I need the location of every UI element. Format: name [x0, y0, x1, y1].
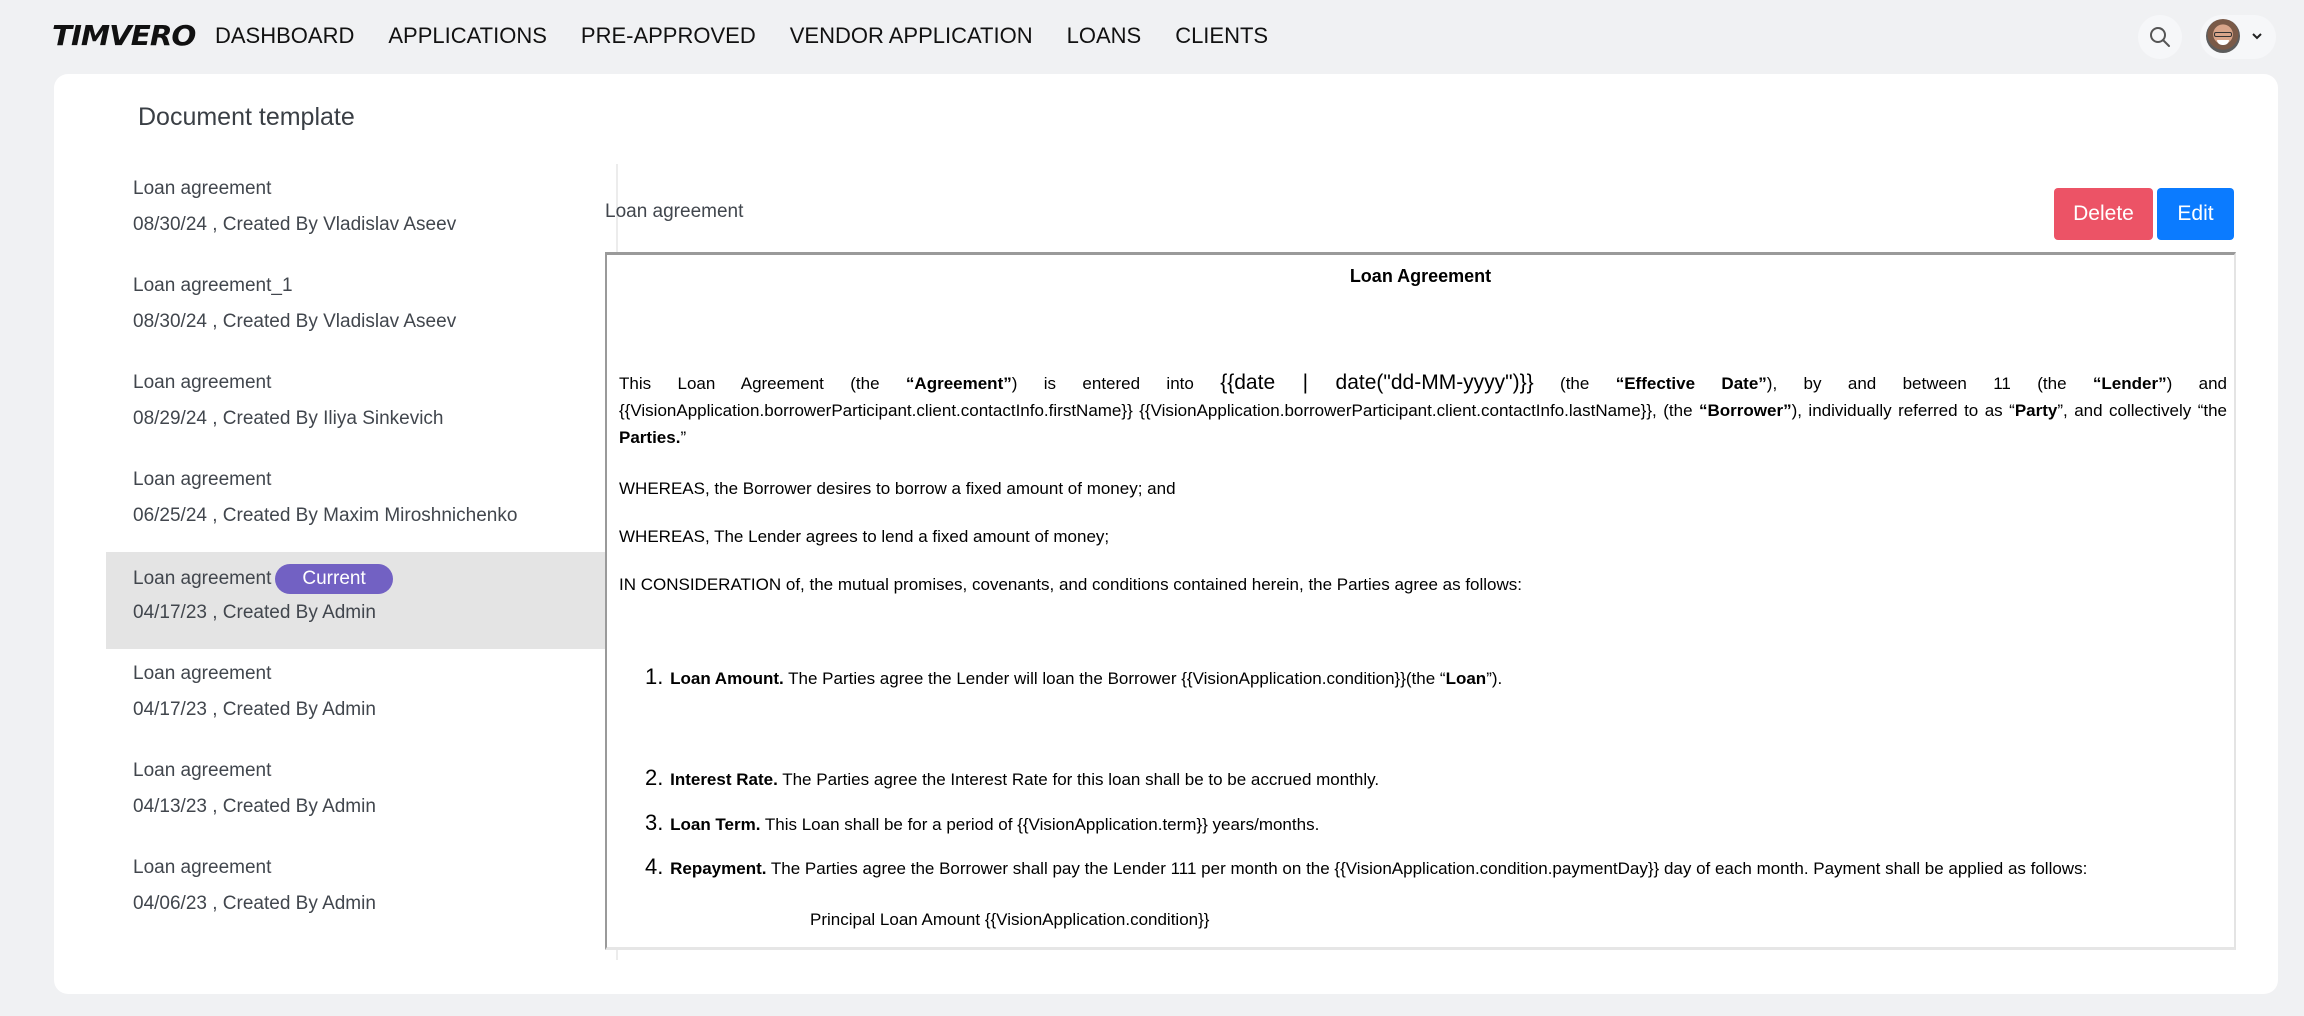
clause-text: This Loan shall be for a period of {{VisionApplication.term}} years/months. [760, 815, 1320, 834]
document-preview[interactable] [605, 252, 2236, 950]
clause-heading: Interest Rate. [670, 770, 778, 789]
page-title: Document template [138, 103, 355, 131]
template-meta: 06/25/24 , Created By Maxim Miroshnichenko [133, 505, 518, 526]
consideration-paragraph: IN CONSIDERATION of, the mutual promises, covenants, and conditions contained herein, the Parties agree as follows: [619, 575, 1523, 594]
clause-text: ”). [1486, 669, 1503, 688]
text-bold: Parties. [619, 428, 681, 447]
clause-text: The Parties agree the Interest Rate for this loan shall be to be accrued monthly. [777, 770, 1380, 789]
text-bold: “Effective Date” [1615, 374, 1767, 393]
main-nav [215, 22, 1302, 50]
timvero-logo[interactable]: TIMVERO [52, 19, 196, 52]
template-name: Loan agreement_1 [133, 275, 293, 296]
nav-applications[interactable]: APPLICATIONS [388, 23, 547, 48]
current-badge: Current [275, 564, 392, 594]
text: This Loan Agreement (the [619, 374, 906, 393]
template-name: Loan agreement [133, 372, 272, 393]
clause-loan-amount [645, 665, 1502, 691]
clause-loan-term [645, 811, 1319, 837]
text-bold: Loan [1445, 669, 1487, 688]
nav-loans[interactable]: LOANS [1066, 23, 1142, 48]
selected-template-label: Loan agreement [605, 201, 744, 222]
nav-vendor-application[interactable]: VENDOR APPLICATION [789, 23, 1033, 48]
edit-button[interactable]: Edit [2157, 188, 2234, 240]
principal-loan-amount: Principal Loan Amount {{VisionApplication.condition}} [810, 910, 1210, 929]
template-meta: 08/29/24 , Created By Iliya Sinkevich [133, 408, 444, 429]
text: (the [1533, 374, 1616, 393]
search-button[interactable] [2138, 15, 2182, 59]
search-icon [2149, 26, 2171, 48]
nav-dashboard[interactable]: DASHBOARD [215, 23, 355, 48]
clause-number: 4. [645, 854, 664, 879]
text-bold: “Lender” [2092, 374, 2167, 393]
date-placeholder: {{date | date("dd-MM-yyyy")}} [1220, 371, 1534, 394]
text: ”, and collectively “the [2057, 401, 2227, 420]
template-meta: 04/06/23 , Created By Admin [133, 893, 376, 914]
template-name: Loan agreement [133, 760, 272, 781]
template-list-item[interactable] [106, 649, 616, 746]
template-list-item[interactable] [106, 261, 616, 358]
template-meta: 04/13/23 , Created By Admin [133, 796, 376, 817]
text: ” [680, 428, 687, 447]
text-bold: “Borrower” [1699, 401, 1792, 420]
template-list-item[interactable] [106, 358, 616, 455]
template-list-item[interactable] [106, 746, 616, 843]
text: ), individually referred to as “ [1791, 401, 2015, 420]
intro-paragraph [619, 369, 2227, 451]
template-meta: 04/17/23 , Created By Admin [133, 602, 376, 623]
user-menu-button[interactable] [2200, 15, 2276, 59]
document-title: Loan Agreement [1349, 266, 1492, 286]
template-list [106, 164, 618, 960]
template-list-item[interactable] [106, 455, 616, 552]
whereas-paragraph-2: WHEREAS, The Lender agrees to lend a fixed amount of money; [619, 527, 1110, 546]
whereas-paragraph-1: WHEREAS, the Borrower desires to borrow a fixed amount of money; and [619, 479, 1176, 498]
clause-repayment [645, 855, 2087, 881]
template-name: Loan agreement [133, 469, 272, 490]
clause-heading: Repayment. [670, 859, 767, 878]
text: ) and {{VisionApplication.borrowerParticipant.client.contactInfo.firstName}} {{VisionApplication.borrowerParticipant.client.contactInfo.lastName}}, (the [619, 374, 2228, 420]
clause-heading: Loan Amount. [670, 669, 784, 688]
clause-text: The Parties agree the Lender will loan the Borrower {{VisionApplication.condition}}(the “ [783, 669, 1446, 688]
text: ) is entered into [1011, 374, 1221, 393]
template-list-item[interactable] [106, 843, 616, 940]
clause-heading: Loan Term. [670, 815, 761, 834]
text-bold: “Agreement” [905, 374, 1012, 393]
template-meta: 04/17/23 , Created By Admin [133, 699, 376, 720]
clause-text: The Parties agree the Borrower shall pay the Lender 111 per month on the {{VisionApplication.condition.paymentDay}} day of each month. Payment shall be applied as follows: [766, 859, 2088, 878]
template-name: Loan agreement [133, 663, 272, 684]
clause-number: 3. [645, 810, 664, 835]
template-name: Loan agreement [133, 178, 272, 199]
nav-clients[interactable]: CLIENTS [1175, 23, 1269, 48]
template-name: Loan agreement [133, 568, 272, 589]
document-template-card [54, 74, 2278, 994]
template-list-item[interactable] [106, 164, 616, 261]
chevron-down-icon [2250, 29, 2264, 43]
text-bold: Party [2014, 401, 2058, 420]
top-navbar [0, 0, 2304, 72]
clause-number: 1. [645, 664, 664, 689]
text: ), by and between 11 (the [1766, 374, 2093, 393]
template-meta: 08/30/24 , Created By Vladislav Aseev [133, 311, 457, 332]
template-title-row [133, 564, 393, 594]
template-name: Loan agreement [133, 857, 272, 878]
delete-button[interactable]: Delete [2054, 188, 2153, 240]
avatar [2206, 19, 2240, 53]
clause-number: 2. [645, 765, 664, 790]
template-meta: 08/30/24 , Created By Vladislav Aseev [133, 214, 457, 235]
template-list-item-current[interactable] [106, 552, 616, 649]
clause-interest-rate [645, 766, 1379, 792]
nav-pre-approved[interactable]: PRE-APPROVED [580, 23, 756, 48]
